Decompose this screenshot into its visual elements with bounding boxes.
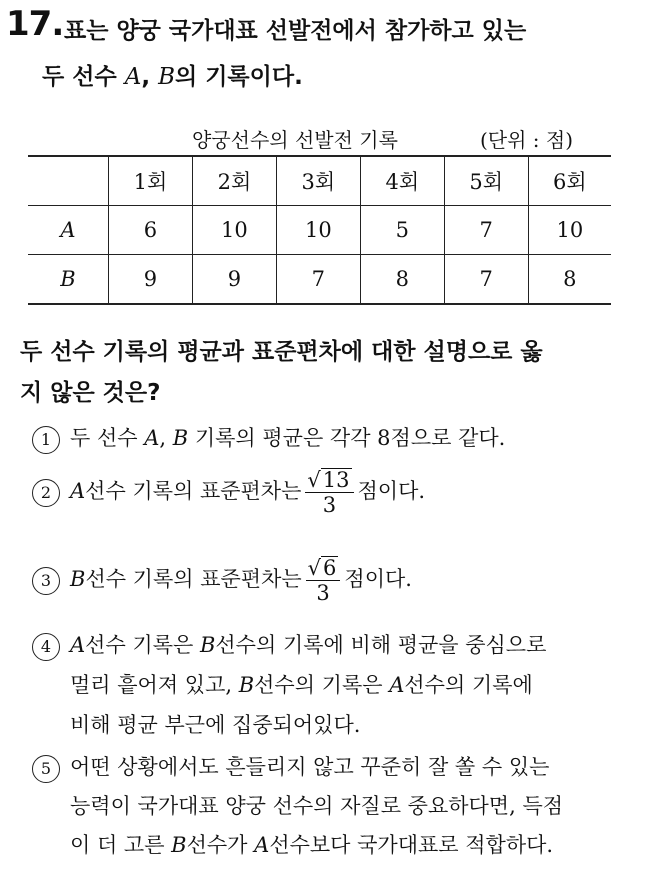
option-mark-2: 2 (32, 479, 60, 507)
player-a-symbol: A (144, 426, 160, 450)
player-b-symbol: B (158, 64, 175, 90)
option-4[interactable] (32, 629, 546, 661)
table-header-row (28, 156, 611, 206)
option-5-line-2: 능력이 국가대표 양궁 선수의 자질로 중요하다면, 득점 (70, 794, 564, 818)
option-1[interactable] (32, 422, 505, 454)
player-b-symbol: B (171, 833, 187, 857)
option-text: 두 선수 (70, 426, 145, 450)
table-cell: 8 (528, 255, 611, 305)
player-b-symbol: B (172, 426, 189, 450)
table-header-cell: 3회 (276, 156, 360, 206)
option-4-line-2 (70, 669, 533, 699)
prompt-line-2: 지 않은 것은? (20, 380, 161, 406)
row-label: B (28, 255, 109, 305)
option-text: 선수 기록의 표준편차는 (85, 567, 302, 592)
table-cell: 8 (360, 255, 444, 305)
player-a-symbol: A (389, 673, 405, 697)
std-dev-fraction (305, 468, 353, 517)
table-header-cell (28, 156, 109, 206)
fraction-numerator (305, 468, 353, 493)
table-header-cell: 1회 (109, 156, 193, 206)
option-mark-5: 5 (32, 755, 60, 783)
table-cell: 7 (444, 206, 528, 255)
question-line-1: 표는 양궁 국가대표 선발전에서 참가하고 있는 (64, 18, 527, 44)
fraction-denominator: 3 (316, 581, 330, 606)
table-cell: 5 (360, 206, 444, 255)
option-mark-4: 4 (32, 633, 60, 661)
table-cell: 6 (109, 206, 193, 255)
player-b-symbol: B (70, 567, 86, 592)
table-cell: 9 (109, 255, 193, 305)
option-4-line-3: 비해 평균 부근에 집중되어있다. (70, 713, 361, 737)
table-unit: (단위 : 점) (480, 128, 574, 152)
option-mark-1: 1 (32, 426, 60, 454)
player-a-symbol: A (70, 633, 86, 657)
table-caption: 양궁선수의 선발전 기록 (192, 128, 398, 152)
radicand: 6 (323, 556, 337, 580)
option-text: 점이다. (357, 479, 426, 504)
option-text: 선수의 기록에 비해 평균을 중심으로 (215, 633, 547, 657)
table-cell: 10 (276, 206, 360, 255)
option-text: 선수보다 국가대표로 적합하다. (269, 833, 554, 857)
radicand: 13 (322, 468, 350, 492)
question-line-2-suffix: 의 기록이다. (174, 64, 303, 90)
option-text: 선수가 (186, 833, 255, 857)
option-3[interactable] (32, 556, 412, 605)
sqrt-icon: √ (307, 556, 322, 580)
option-5-line-3 (70, 829, 553, 859)
option-2[interactable] (32, 468, 425, 517)
question-line-2-prefix: 두 선수 (42, 64, 117, 90)
table-row (28, 206, 611, 255)
row-label: A (28, 206, 109, 255)
table-cell: 10 (192, 206, 276, 255)
question-line-2 (42, 58, 303, 91)
table-cell: 10 (528, 206, 611, 255)
option-text: 선수의 기록에 (404, 673, 533, 697)
option-5[interactable] (32, 751, 549, 783)
table-cell: 7 (276, 255, 360, 305)
sqrt-icon: √ (307, 468, 321, 492)
option-text: 이 더 고른 (70, 833, 172, 857)
option-text: 기록의 평균은 각각 8점으로 같다. (188, 426, 506, 450)
table-header-cell: 6회 (528, 156, 611, 206)
option-text: 선수 기록의 표준편차는 (85, 479, 302, 504)
table-row (28, 255, 611, 305)
option-text: 어떤 상황에서도 흔들리지 않고 꾸준히 잘 쏠 수 있는 (70, 755, 550, 779)
question-number: 17. (6, 4, 64, 44)
option-text: 점이다. (344, 567, 412, 592)
player-b-symbol: B (238, 673, 255, 697)
table-header-cell: 4회 (360, 156, 444, 206)
fraction-numerator (306, 556, 341, 581)
option-text: , (159, 426, 173, 450)
option-text: 선수 기록은 (85, 633, 200, 657)
table-header-cell: 5회 (444, 156, 528, 206)
comma: , (141, 64, 151, 90)
prompt-line-1: 두 선수 기록의 평균과 표준편차에 대한 설명으로 옳 (20, 339, 543, 365)
record-table (28, 155, 611, 305)
fraction-denominator: 3 (322, 493, 337, 518)
option-text: 멀리 흩어져 있고, (70, 673, 239, 697)
std-dev-fraction (306, 556, 341, 605)
table-header-cell: 2회 (192, 156, 276, 206)
player-a-symbol: A (254, 833, 270, 857)
player-a-symbol: A (124, 64, 142, 90)
option-text: 선수의 기록은 (254, 673, 390, 697)
table-cell: 7 (444, 255, 528, 305)
table-cell: 9 (192, 255, 276, 305)
player-b-symbol: B (199, 633, 216, 657)
option-mark-3: 3 (32, 567, 60, 595)
player-a-symbol: A (70, 479, 86, 504)
